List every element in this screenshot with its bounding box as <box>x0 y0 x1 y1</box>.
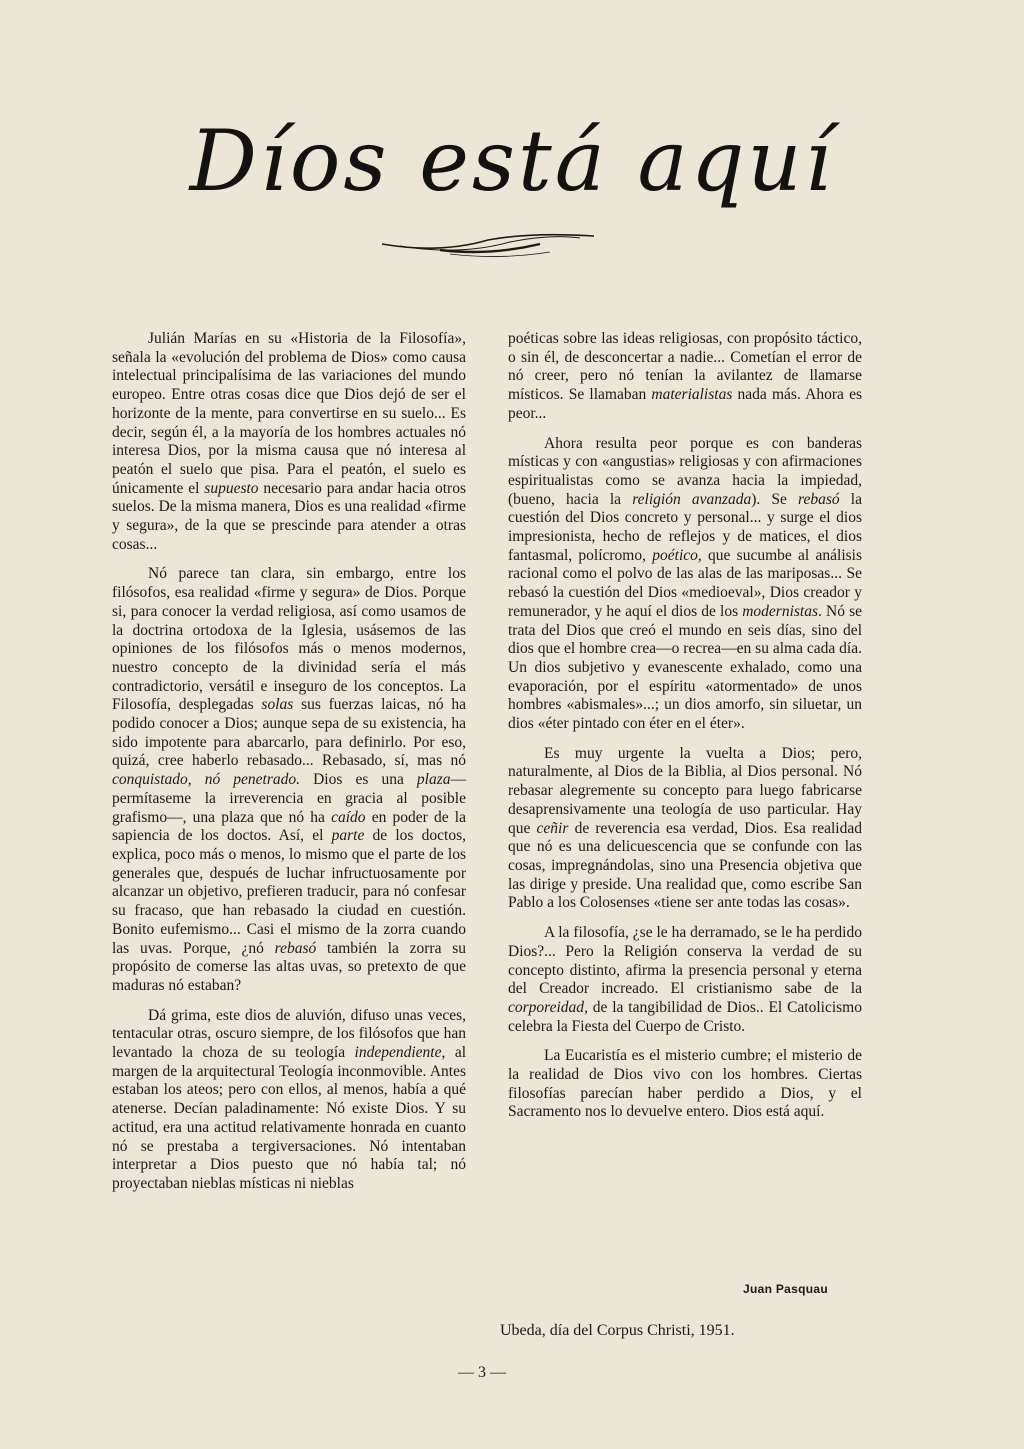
left-column <box>112 330 466 1205</box>
emphasis-text: corporeidad <box>508 998 585 1016</box>
text-run: Ahora resulta peor porque es con banderas místicas y con «angustias» religiosas y con afirmaciones espiritualistas como se avanza hacia la impiedad, (bueno, hacia la <box>508 434 862 508</box>
text-run: . Nó se trata del Dios que creó el mundo en seis días, sino del dios que el hombre crea—o recrea—en su alma cada día. Un dios subjetivo y evanescente exhalado, como una evaporación, por el espíritu «atormentado» de unos hombres «abismales»...; un dios amorfo, sin siluetar, un dios «éter pintado con éter en el éter». <box>508 602 862 733</box>
text-run: ). Se <box>751 490 799 508</box>
text-run: en poder de la sapiencia de los doctos. Así, el <box>112 808 466 845</box>
text-run: , que sucumbe al análisis racional como el polvo de las alas de las mariposas... Se rebasó la cuestión del Dios «medioeval», Dios creador y remunerador, y he aquí el dios de los <box>508 546 863 620</box>
emphasis-text: poético <box>652 546 698 564</box>
text-run: Dios es una <box>300 771 417 789</box>
emphasis-text: materialistas <box>651 386 733 404</box>
emphasis-text: solas <box>261 696 294 714</box>
emphasis-text: parte <box>331 827 365 845</box>
paragraph <box>112 330 466 554</box>
page-number: — 3 — <box>458 1364 506 1381</box>
emphasis-text: ceñir <box>536 819 569 837</box>
author-signature: Juan Pasquau <box>743 1282 828 1296</box>
text-run: Es muy urgente la vuelta a Dios; pero, naturalmente, al Dios de la Biblia, al Dios personal. Nó rebasar alegremente su concepto para luego fabricarse desaprensivamente una teología de uso particular. Hay que <box>508 744 862 837</box>
text-run: sus fuerzas laicas, nó ha podido conocer a Dios; aunque sepa de su existencia, ha sido impotente para abarcarlo, para definirlo. Por eso, quizá, cree haberlo rebasado... Rebasado, sí, mas nó <box>112 696 466 770</box>
text-run: , al margen de la arquitectural Teología inconmovible. Antes estaban los ateos; pero con ellos, al menos, había a qué atenerse. Decían paladinamente: Nó existe Dios. Y su actitud, era una actitud relativamente honrada en cuanto nó se prestaba a tergiversaciones. Nó intentaban interpretar a Dios puesto que nó había tal; nó proyectaban nieblas místicas ni nieblas <box>112 1044 466 1192</box>
text-run: Dá grima, este dios de aluvión, difuso unas veces, tentacular otras, oscuro siempre, de los filósofos que han levantado la choza de su teología <box>112 1006 466 1062</box>
emphasis-text: independiente <box>354 1044 442 1062</box>
emphasis-text: rebasó <box>798 490 840 508</box>
text-run: , de la tangibilidad de Dios.. El Catolicismo celebra la Fiesta del Cuerpo de Cristo. <box>508 998 862 1035</box>
paragraph <box>508 1047 862 1122</box>
emphasis-text: caído <box>331 808 366 826</box>
emphasis-text: religión avanzada <box>632 490 752 508</box>
paragraph <box>508 330 862 424</box>
text-run: —permítaseme la irreverencia en gracia al posible grafismo—, una plaza que nó ha <box>112 771 467 826</box>
emphasis-text: conquistado, nó penetrado. <box>112 771 301 789</box>
text-run: la cuestión del Dios concreto y personal... y surge el dios impresionista, hecho de reflejos y de matices, el dios fantasmal, polícromo, <box>508 490 862 564</box>
paragraph <box>508 435 862 734</box>
article-title: Díos está aquí <box>189 112 835 210</box>
place-date: Ubeda, día del Corpus Christi, 1951. <box>500 1322 735 1339</box>
text-run: de reverencia esa verdad, Dios. Esa realidad que nó es una delicuescencia que se confunde con las cosas, impregnándolas, sino una Presencia objetiva que las dirige y preside. Una realidad que, como escribe San Pablo a los Colosenses «tiene ser ante todas las cosas». <box>508 819 862 912</box>
emphasis-text: supuesto <box>204 479 259 497</box>
paragraph <box>508 924 862 1036</box>
text-run: Nó parece tan clara, sin embargo, entre los filósofos, esa realidad «firme y segura» de Dios. Porque si, para conocer la verdad religiosa, así como usamos de la doctrina ortodoxa de la Iglesia, usásemos de las opiniones de los filósofos más o menos modernos, nuestro concepto de la divinidad sería el más contradictorio, versátil e inseguro de los conceptos. La Filosofía, desplegadas <box>112 565 466 714</box>
emphasis-text: modernistas <box>742 602 819 620</box>
text-run: también la zorra su propósito de comerse las altas uvas, so pretexto de que maduras nó estaban? <box>112 939 466 994</box>
text-run: de los doctos, explica, poco más o menos, lo mismo que el parte de los generales que, después de luchar infructuosamente por alcanzar un objetivo, prefieren traducir, para nó confesar su fracaso, que han rebasado la ciudad en cuestión. Bonito eufemismo... Casi el mismo de la zorra cuando las uvas. Porque, ¿nó <box>112 827 467 957</box>
paragraph <box>112 565 466 995</box>
right-column <box>508 330 862 1133</box>
text-run: necesario para andar hacia otros suelos. De la misma manera, Dios es una realidad «firme y segura», de la que se prescinde para atender a otras cosas... <box>112 479 467 553</box>
paragraph <box>112 1007 466 1194</box>
text-run: poéticas sobre las ideas religiosas, con propósito táctico, o sin él, de desconcertar a nadie... Cometían el error de nó creer, pero nó tenían la avilantez de llamarse místicos. Se llamaban <box>508 330 862 404</box>
text-run: La Eucaristía es el misterio cumbre; el misterio de la realidad de Dios vivo con los hombres. Ciertas filosofías parecían haber perdido a Dios, y el Sacramento nos lo devuelve entero. Dios está aquí. <box>508 1047 862 1121</box>
paragraph <box>508 745 862 913</box>
text-run: nada más. Ahora es peor... <box>508 386 862 422</box>
text-run: Julián Marías en su «Historia de la Filosofía», señala la «evolución del problema de Dios» como causa intelectual principalísima de las variaciones del mundo europeo. Entre otras cosas dice que Dios dejó de ser el horizonte de la mente, para convertirse en su suelo... Es decir, según él, a la mayoría de los hombres actuales nó interesa Dios, por la misma causa que nó interesa al peatón el suelo que pisa. Para el peatón, el suelo es únicamente el <box>112 330 466 497</box>
text-run: A la filosofía, ¿se le ha derramado, se le ha perdido Dios?... Pero la Religión conserva la verdad de su concepto distinto, afirma la presencia personal y eterna del Creador increado. El cristianismo sabe de la <box>508 924 862 998</box>
emphasis-text: plaza <box>416 771 451 789</box>
emphasis-text: rebasó <box>274 939 317 957</box>
title-ornament-divider <box>380 230 596 260</box>
